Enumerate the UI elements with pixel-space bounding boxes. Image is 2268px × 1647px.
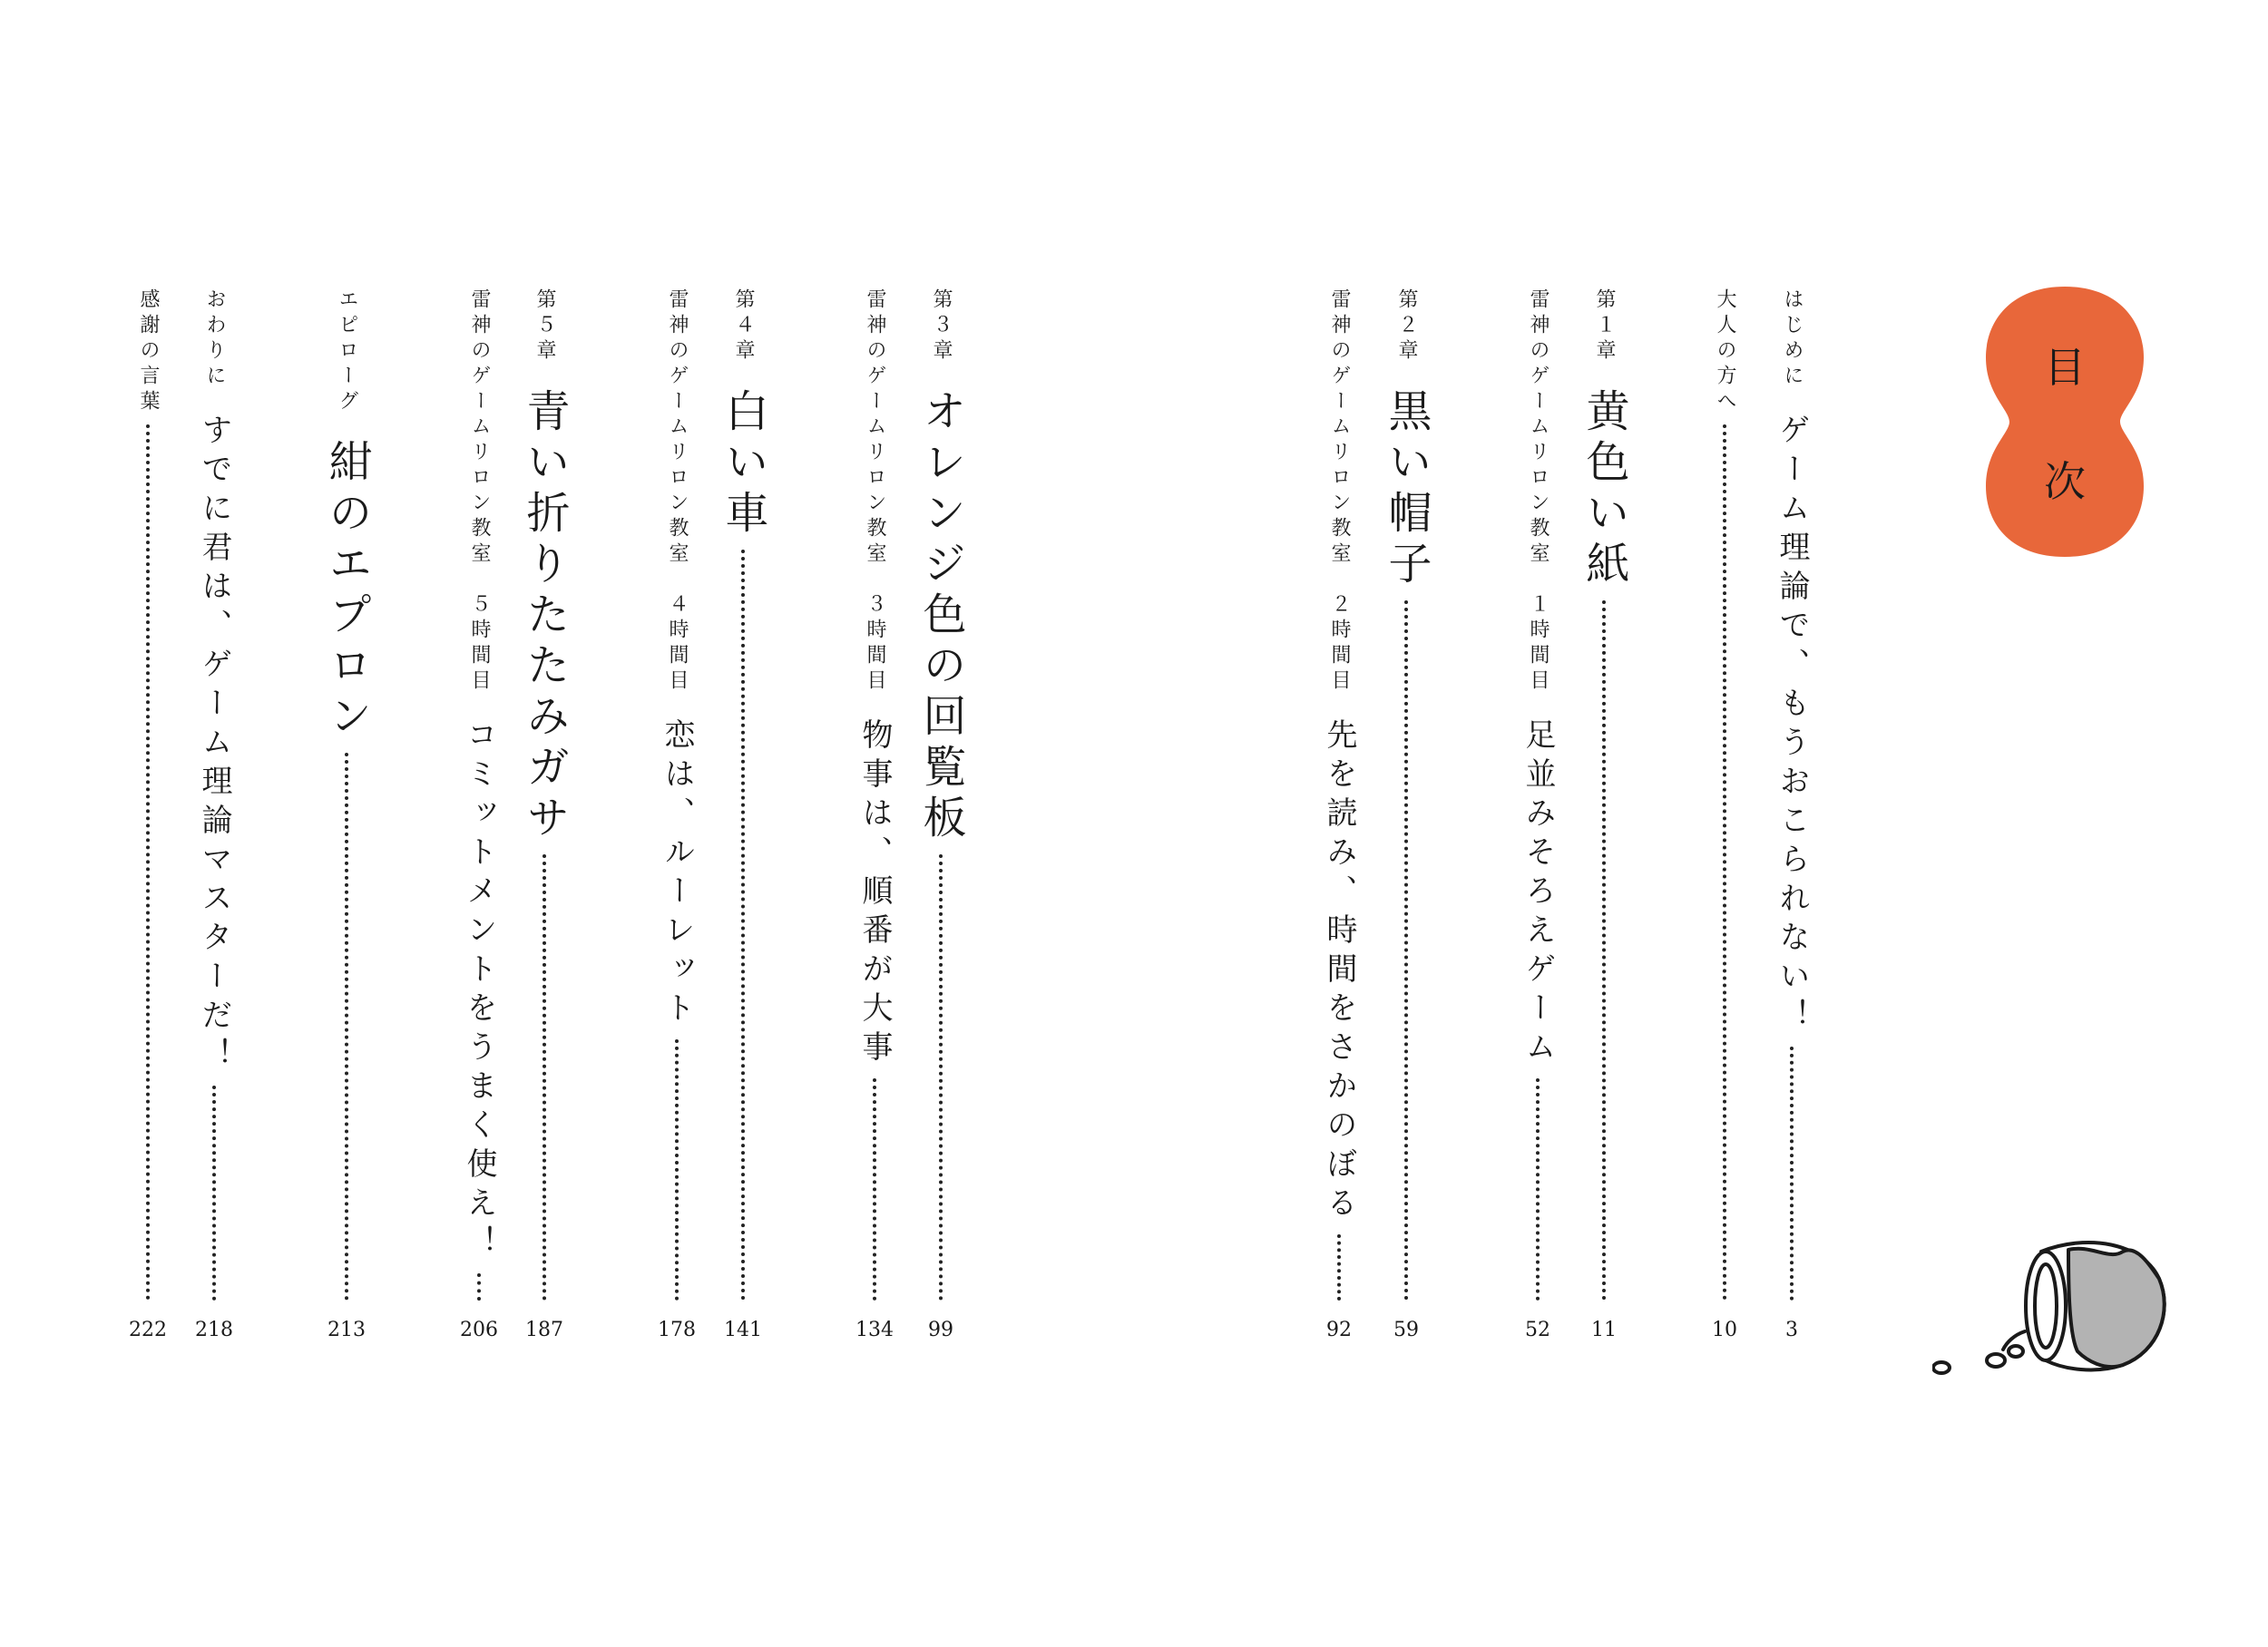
entry-title: 恋は、ルーレット [659, 718, 695, 1030]
toc-heading-char-1: 目 [2044, 343, 2086, 392]
entry-title: 物事は、順番が大事 [856, 718, 893, 1069]
dot-leader [477, 1273, 481, 1301]
entry-title: 黄色い紙 [1579, 388, 1629, 591]
toc-entry-lesson-3[interactable] [855, 288, 894, 1340]
entry-label: エピローグ [336, 288, 358, 415]
entry-title: 紺のエプロン [321, 439, 372, 744]
page-number: 134 [855, 1319, 894, 1341]
dot-leader [873, 1078, 876, 1301]
entry-title: 青い折りたたみガサ [519, 388, 570, 845]
page-number: 10 [1712, 1319, 1737, 1341]
tipped-jar-illustration [1932, 1224, 2186, 1388]
entry-label: 第５章 [533, 288, 556, 365]
entry-title: 白い車 [718, 388, 768, 541]
dot-leader [939, 854, 943, 1301]
page-number: 141 [724, 1319, 762, 1341]
entry-title: 先を読み、時間をさかのぼる [1321, 718, 1357, 1225]
toc-heading-badge [1982, 283, 2147, 560]
entry-label: 雷神のゲームリロン教室 ４時間目 [666, 288, 689, 695]
dot-leader [1404, 600, 1408, 1301]
page-number: 206 [460, 1319, 498, 1341]
entry-title: 大人の方へ [1714, 288, 1736, 415]
right-page [1134, 0, 2268, 1647]
page-number: 92 [1326, 1319, 1352, 1341]
toc-entry-lesson-1[interactable] [1520, 288, 1556, 1341]
toc-entry-lesson-4[interactable] [658, 288, 696, 1340]
entry-label: おわりに [203, 288, 226, 390]
dot-leader [146, 424, 150, 1301]
page-number: 187 [525, 1319, 563, 1341]
dot-leader [675, 1039, 679, 1301]
entry-label: 第３章 [930, 288, 953, 365]
page-number: 11 [1591, 1319, 1617, 1341]
dot-leader [543, 854, 546, 1301]
dot-leader [1723, 424, 1726, 1301]
page-number: 3 [1785, 1319, 1798, 1341]
entry-label: 雷神のゲームリロン教室 ３時間目 [864, 288, 886, 695]
dot-leader [1790, 1047, 1794, 1301]
entry-label: 第４章 [732, 288, 755, 365]
toc-entry-intro[interactable] [1774, 288, 1810, 1341]
entry-label: はじめに [1781, 288, 1804, 390]
page-number: 213 [327, 1319, 366, 1341]
toc-entry-chapter-5[interactable] [519, 288, 570, 1341]
dot-leader [1337, 1234, 1341, 1301]
dot-leader [1536, 1078, 1540, 1301]
page-number: 59 [1393, 1319, 1419, 1341]
toc-entry-lesson-2[interactable] [1321, 288, 1357, 1341]
toc-entry-afterword[interactable] [195, 288, 233, 1340]
toc-entry-chapter-2[interactable] [1381, 288, 1432, 1341]
toc-entry-chapter-1[interactable] [1579, 288, 1629, 1341]
entry-title: 感謝の言葉 [137, 288, 160, 415]
toc-entry-lesson-5[interactable] [460, 288, 498, 1340]
toc-entry-epilogue[interactable] [321, 288, 372, 1341]
entry-title: オレンジ色の回覧板 [915, 388, 966, 845]
entry-title: 黒い帽子 [1381, 388, 1432, 591]
dot-leader [1602, 600, 1606, 1301]
entry-title: ゲーム理論で、もうおこられない！ [1774, 414, 1810, 1038]
entry-label: 雷神のゲームリロン教室 ２時間目 [1328, 288, 1351, 695]
toc-heading-char-2: 次 [2044, 457, 2086, 506]
toc-entry-for-adults[interactable] [1712, 288, 1737, 1340]
entry-label: 第１章 [1593, 288, 1616, 365]
page-number: 222 [129, 1319, 167, 1341]
entry-title: 足並みそろえゲーム [1520, 718, 1556, 1069]
dot-leader [345, 753, 348, 1301]
page-number: 99 [928, 1319, 953, 1341]
badge-shape [1982, 283, 2147, 560]
toc-entry-chapter-3[interactable] [915, 288, 966, 1341]
entry-title: すでに君は、ゲーム理論マスターだ！ [196, 414, 232, 1077]
toc-entry-acknowledgements[interactable] [129, 288, 167, 1340]
entry-label: 雷神のゲームリロン教室 ５時間目 [468, 288, 491, 695]
dot-leader [741, 550, 745, 1301]
entry-label: 雷神のゲームリロン教室 １時間目 [1527, 288, 1549, 695]
page-number: 178 [658, 1319, 696, 1341]
entry-title: コミットメントをうまく使え！ [461, 718, 497, 1264]
page-number: 52 [1525, 1319, 1550, 1341]
entry-label: 第２章 [1395, 288, 1418, 365]
dot-leader [212, 1086, 216, 1301]
toc-entry-chapter-4[interactable] [718, 288, 768, 1341]
page-number: 218 [195, 1319, 233, 1341]
